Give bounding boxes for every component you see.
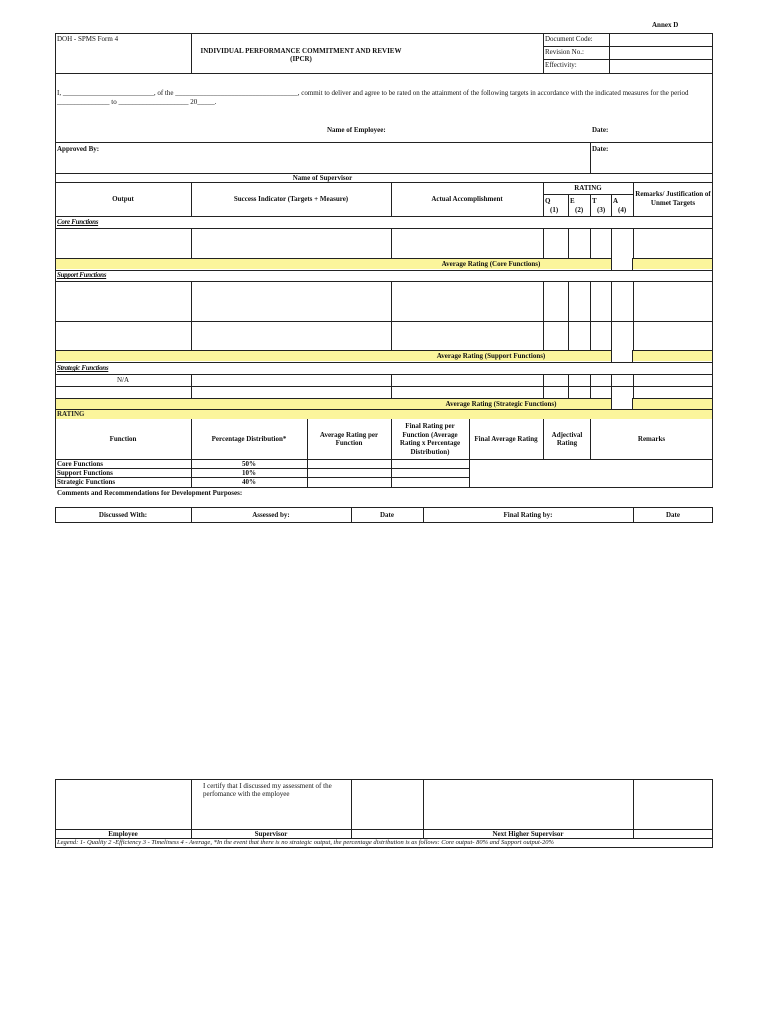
divider [55, 182, 713, 183]
col-line [633, 228, 634, 258]
col-q: Q [545, 197, 551, 205]
col-a: A [613, 197, 619, 205]
col-line [391, 281, 392, 351]
header-divider [543, 59, 713, 60]
avg-core-label: Average Rating (Core Functions) [441, 260, 541, 268]
final-rating-by-label: Final Rating by: [503, 511, 553, 519]
col-e: E [570, 197, 575, 205]
sum-col-remarks: Remarks [637, 435, 666, 443]
legend-text: Legend: 1- Quality 2 -Efficiency 3 - Timeliness 4 - Average, *In the event that there is no strategic output, the percentage distribution is as follows: Core output- 80% and Support output-20% [57, 839, 554, 846]
col-success-indicator: Success Indicator (Targets + Measure) [233, 195, 349, 203]
date-label-1: Date [380, 511, 394, 519]
header-divider [543, 46, 713, 47]
approved-by-label: Approved By: [57, 145, 100, 153]
date-label-2: Date [666, 511, 680, 519]
sum-col-final-per: Final Rating per Function (Average Rating x Percentage Distribution) [399, 422, 461, 456]
col-line [611, 194, 612, 216]
col-line [543, 281, 544, 351]
col-line [611, 281, 612, 351]
col-line [543, 228, 544, 258]
divider [55, 487, 713, 488]
col-line [568, 281, 569, 351]
approval-date-label: Date: [592, 145, 609, 153]
col-line [633, 281, 634, 351]
col-output: Output [112, 195, 134, 203]
section-strategic: Strategic Functions [57, 364, 109, 372]
supervisor-signature-label: Supervisor [254, 830, 288, 838]
col-line [191, 281, 192, 351]
col-e-num: (2) [575, 206, 584, 214]
comments-label: Comments and Recommendations for Development Purposes: [57, 489, 243, 497]
divider [55, 374, 713, 375]
col-line [391, 228, 392, 258]
name-of-supervisor-label: Name of Supervisor [292, 174, 353, 182]
annex-label: Annex D [652, 21, 679, 29]
col-line [590, 194, 591, 216]
sum-row-function: Strategic Functions [57, 478, 116, 486]
sum-col-percentage: Percentage Distribution* [211, 435, 287, 443]
header-divider [543, 33, 544, 74]
revision-field[interactable] [611, 48, 711, 58]
rating-band [56, 410, 712, 419]
col-line [191, 228, 192, 258]
col-line [568, 228, 569, 258]
avg-core-value[interactable] [611, 258, 633, 270]
sum-col-function: Function [109, 435, 137, 443]
col-line [611, 228, 612, 258]
col-line [590, 281, 591, 351]
commitment-line-1: I, __________________________, of the ___________________________________, commit to deliver and agree to be rated on the attainment of the following targets in accordance with the indicated measures for the period [57, 89, 689, 97]
section-core: Core Functions [57, 218, 99, 226]
divider [55, 216, 713, 217]
employee-date-label: Date: [592, 126, 609, 134]
sum-row-pct: 40% [242, 478, 256, 486]
divider [55, 459, 713, 460]
document-code-label: Document Code: [545, 35, 593, 43]
document-code-field[interactable] [611, 35, 711, 45]
next-higher-supervisor-label: Next Higher Supervisor [492, 830, 564, 838]
sum-row-pct: 10% [242, 469, 256, 477]
employee-signature-label: Employee [108, 830, 138, 838]
rating-section-label: RATING [57, 410, 85, 418]
sum-col-avg: Average Rating per Function [319, 431, 379, 447]
col-line [590, 228, 591, 258]
divider [543, 194, 633, 195]
divider [55, 142, 713, 143]
revision-label: Revision No.: [545, 48, 584, 56]
sum-col-adjectival: Adjectival Rating [551, 431, 583, 447]
divider [55, 386, 713, 387]
col-rating: RATING [574, 184, 602, 192]
commitment-line-2: _______________ to ____________________ 20_____. [57, 98, 217, 106]
assessed-by-label: Assessed by: [252, 511, 290, 519]
divider [55, 362, 713, 363]
name-of-employee-label: Name of Employee: [327, 126, 386, 134]
form-code: DOH - SPMS Form 4 [57, 35, 119, 43]
avg-support-label: Average Rating (Support Functions) [436, 352, 546, 360]
effectivity-label: Effectivity: [545, 61, 577, 69]
strategic-na: N/A [116, 376, 130, 384]
divider [55, 228, 713, 229]
col-remarks: Remarks/ Justification of Unmet Targets [635, 190, 711, 207]
avg-strategic-label: Average Rating (Strategic Functions) [445, 400, 557, 408]
header-divider [609, 33, 610, 74]
avg-support-value[interactable] [611, 350, 633, 362]
sum-col-final-avg: Final Average Rating [474, 435, 538, 443]
col-line [568, 194, 569, 216]
sum-row-function: Support Functions [57, 469, 113, 477]
divider [590, 142, 591, 174]
col-t: T [592, 197, 597, 205]
col-a-num: (4) [618, 206, 627, 214]
certify-text: I certify that I discussed my assessment of the perfomance with the employee [203, 782, 332, 798]
sum-row-pct: 50% [242, 460, 256, 468]
col-q-num: (1) [550, 206, 559, 214]
divider [55, 321, 713, 322]
divider [55, 270, 713, 271]
col-t-num: (3) [597, 206, 606, 214]
form-title: INDIVIDUAL PERFORMANCE COMMITMENT AND REVIEW (IPCR) [200, 47, 402, 63]
effectivity-field[interactable] [611, 61, 711, 71]
col-line [543, 419, 544, 459]
section-support: Support Functions [57, 271, 107, 279]
divider [55, 281, 713, 282]
col-line [469, 459, 470, 488]
sum-row-function: Core Functions [57, 460, 103, 468]
discussed-with-label: Discussed With: [98, 511, 148, 519]
col-actual-accomplishment: Actual Accomplishment [431, 195, 503, 203]
